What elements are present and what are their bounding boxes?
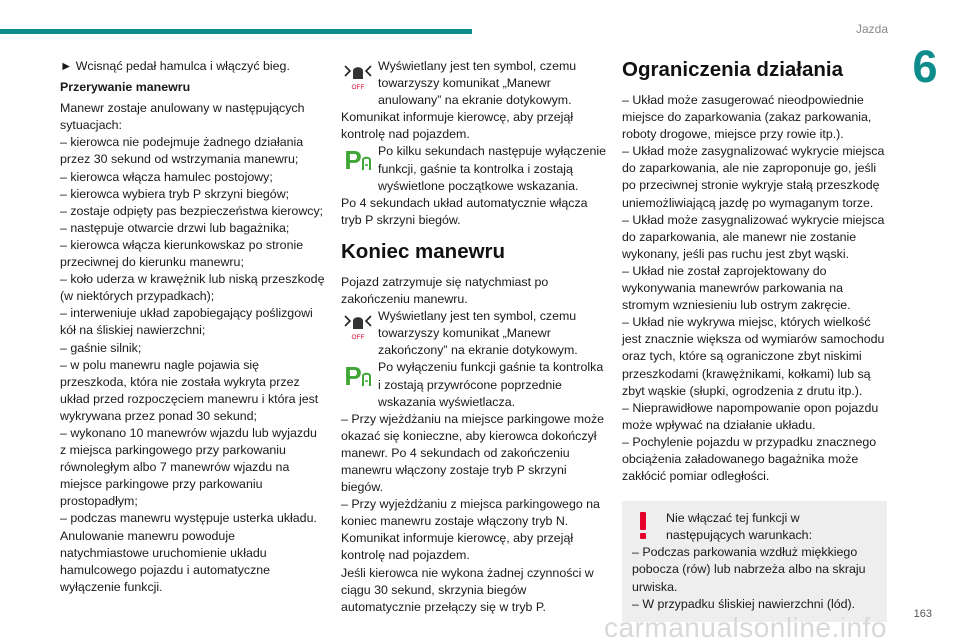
symbol-description: Po wyłączeniu funkcji gaśnie ta kontrolka i zostają przywrócone poprzednie wskazania wyświetlacza. <box>378 360 604 409</box>
column-right <box>622 58 887 622</box>
park-assist-indicator-icon <box>341 359 375 393</box>
list-item: – Pochylenie pojazdu w przypadku znacznego obciążenia załadowanego bagażnika może zakłócić pomiar odległości. <box>622 434 877 484</box>
symbol-description: Wyświetlany jest ten symbol, czemu towarzyszy komunikat „Manewr zakończony” na ekranie dotykowym. <box>378 309 578 358</box>
symbol-row <box>341 143 606 194</box>
instruction-bullet: ► Wcisnąć pedał hamulca i włączyć bieg. <box>60 59 290 73</box>
park-assist-off-icon <box>341 58 375 92</box>
list-item: – w polu manewru nagle pojawia się przeszkoda, która nie została wykryta przez układ przed rozpoczęciem manewru i która jest wykrywana przez ponad 30 sekund; <box>60 357 319 423</box>
warning-item: – W przypadku śliskiej nawierzchni (lód). <box>632 596 856 611</box>
off-label: OFF <box>351 84 365 91</box>
list-item: – kierowca nie podejmuje żadnego działania przez 30 sekund od wstrzymania manewru; <box>60 135 304 167</box>
heading-end-of-manoeuvre: Koniec manewru <box>341 239 506 263</box>
p-letter: P <box>344 145 362 176</box>
list-item: – Układ może zasygnalizować wykrycie miejsca do zaparkowania, ale nie zaproponuje go, jeśli po przeciwnej stronie wykryje stałą przeszkodę uniemożliwiającą jazdę po wymaganym torze. <box>622 144 885 210</box>
list-item: – Układ nie wykrywa miejsc, których wielkość jest znacznie większa od wymiarów samochodu oraz tych, które są ograniczone zbyt niskimi przeszkodami (krawężnikami, kołkami) lub są zbyt wąskie (słupki, ogrodzenia z drutu itp.). <box>622 315 885 398</box>
symbol-row <box>341 308 606 359</box>
park-assist-off-icon <box>341 308 375 342</box>
list-item: – Układ może zasugerować nieodpowiednie miejsce do zaparkowania (zakaz parkowania, roboty drogowe, miejsce przy rowie itp.). <box>622 93 872 142</box>
list-item: – gaśnie silnik; <box>60 340 142 355</box>
column-middle <box>341 58 606 616</box>
list-item: – Układ nie został zaprojektowany do wykonywania manewrów parkowania na stromym wzniesieniu lub ostrym zakręcie. <box>622 263 851 313</box>
symbol-row <box>341 58 606 109</box>
exclamation-warning-icon <box>632 510 654 540</box>
list-item: – zostaje odpięty pas bezpieczeństwa kierowcy; <box>60 203 324 218</box>
paragraph: Jeśli kierowca nie wykona żadnej czynności w ciągu 30 sekund, skrzynia biegów automatycznie przełączy się w tryb P. <box>341 565 594 614</box>
page-number: 163 <box>913 608 932 620</box>
off-label: OFF <box>351 334 365 342</box>
warning-item: – Podczas parkowania wzdłuż miękkiego pobocza (rów) lub nabrzeża albo na skraju urwiska. <box>632 545 866 594</box>
warning-head <box>632 510 877 544</box>
paragraph: Pojazd zatrzymuje się natychmiast po zakończeniu manewru. <box>341 274 549 307</box>
section-title: Jazda <box>855 22 888 36</box>
list-item: – kierowca wybiera tryb P skrzyni biegów; <box>60 186 290 201</box>
list-item: – Układ może zasygnalizować wykrycie miejsca do zaparkowania, ale manewr nie zostanie wykonany, jeśli pas ruchu jest zbyt wąski. <box>622 212 885 261</box>
list-item: – Przy wyjeżdżaniu z miejsca parkingowego na koniec manewru zostaje włączony tryb N. <box>341 497 600 529</box>
paragraph: Komunikat informuje kierowcę, aby przejął kontrolę nad pojazdem. <box>341 110 574 142</box>
p-letter: P <box>344 361 362 392</box>
warning-box <box>622 501 887 622</box>
paragraph: Manewr zostaje anulowany w następujących sytuacjach: <box>60 101 305 133</box>
park-assist-indicator-icon <box>341 143 375 177</box>
heading-operating-limits: Ograniczenia działania <box>622 58 844 81</box>
list-item: – wykonano 10 manewrów wjazdu lub wyjazdu z miejsca parkingowego przy parkowaniu równoległym albo 7 manewrów wjazdu na miejsce parkingowe przy parkowaniu prostopadłym; <box>60 425 317 509</box>
warning-text: Nie włączać tej funkcji w następujących warunkach: <box>666 511 813 543</box>
symbol-description: Po kilku sekundach następuje wyłączenie funkcji, gaśnie ta kontrolka i zostają wyświetlone początkowe wskazania. <box>378 144 606 193</box>
list-item: – podczas manewru występuje usterka układu. <box>60 511 317 526</box>
list-item: – następuje otwarcie drzwi lub bagażnika; <box>60 220 290 235</box>
header-accent-bar <box>0 29 472 34</box>
subtitle-cancel-manoeuvre: Przerywanie manewru <box>60 80 191 95</box>
symbol-description: Wyświetlany jest ten symbol, czemu towarzyszy komunikat „Manewr anulowany” na ekranie dotykowym. <box>378 59 577 108</box>
list-item: – Przy wjeżdżaniu na miejsce parkingowe może okazać się konieczne, aby kierowca dokończył manewr. Po 4 sekundach od zakończeniu manewru włączony zostaje tryb P skrzyni biegów. <box>341 411 605 495</box>
symbol-row <box>341 359 606 410</box>
list-item: – Nieprawidłowe napompowanie opon pojazdu może wpływać na działanie układu. <box>622 400 879 432</box>
paragraph: Anulowanie manewru powoduje natychmiastowe uruchomienie układu hamulcowego pojazdu i automatyczne wyłączenie funkcji. <box>60 528 271 594</box>
list-item: – kierowca włącza hamulec postojowy; <box>60 169 273 184</box>
chapter-number: 6 <box>912 41 938 92</box>
column-left <box>60 58 325 596</box>
list-item: – koło uderza w krawężnik lub niską przeszkodę (w niektórych przypadkach); <box>60 272 325 304</box>
paragraph: Komunikat informuje kierowcę, aby przejął kontrolę nad pojazdem. <box>341 531 574 563</box>
list-item: – kierowca włącza kierunkowskaz po stronie przeciwnej do kierunku manewru; <box>60 237 304 270</box>
list-item: – interweniuje układ zapobiegający poślizgowi kół na śliskiej nawierzchni; <box>60 306 313 338</box>
paragraph: Po 4 sekundach układ automatycznie włącza tryb P skrzyni biegów. <box>341 195 588 227</box>
watermark: carmanualsonline.info <box>604 612 887 643</box>
